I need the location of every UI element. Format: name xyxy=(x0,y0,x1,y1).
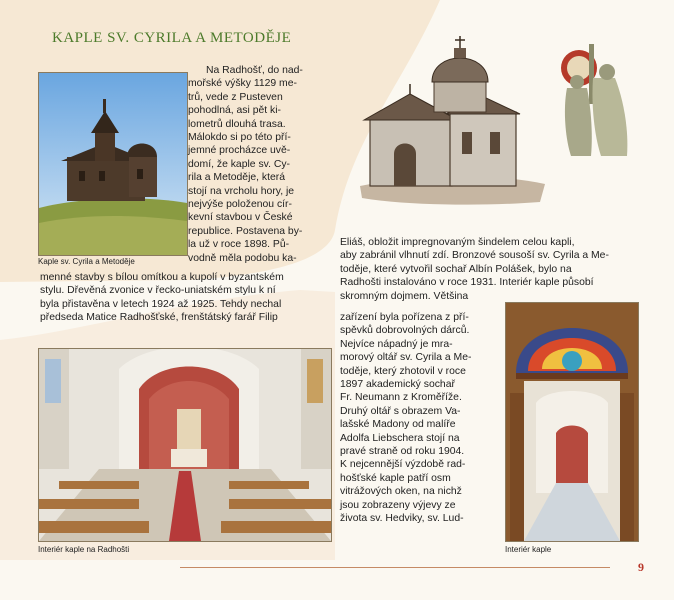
caption-exterior: Kaple sv. Cyrila a Metoděje xyxy=(38,257,135,266)
text-line: předseda Matice Radhošťské, frenštátský farář Filip xyxy=(40,312,278,324)
text-line: Fr. Neumann z Kroměříže. xyxy=(340,392,462,404)
text-line: pravé straně od roku 1904. xyxy=(340,446,465,458)
paragraph-1 xyxy=(188,64,336,265)
text-line: la už v roce 1898. Pů- xyxy=(188,239,290,251)
text-line: menné stavby s bílou omítkou a kupolí v byzantském xyxy=(40,272,284,283)
text-line: 1897 akademický sochař xyxy=(340,379,455,391)
text-line: stojí na vrcholu hory, je xyxy=(188,185,295,197)
text-line: Radhošti instalováno v roce 1931. Interiér kaple působí xyxy=(340,277,594,289)
text-line: Na Radhošť, do nad- xyxy=(206,65,303,76)
text-line: republice. Postavena by- xyxy=(188,225,303,237)
text-line: jemné procházce uvě- xyxy=(188,145,291,157)
text-line: byla přistavěna v letech 1924 až 1925. Tehdy nechal xyxy=(40,298,282,310)
text-line: Málokdo si po této pří- xyxy=(188,132,291,144)
text-line: toděje, které vytvořil sochař Albín Polášek, bylo na xyxy=(340,263,572,275)
caption-interior-right: Interiér kaple xyxy=(505,545,552,554)
text-line: Nejvíce nápadný je mra- xyxy=(340,338,453,350)
text-line: morový oltář sv. Cyrila a Me- xyxy=(340,352,472,364)
text-line: Druhý oltář s obrazem Va- xyxy=(340,405,461,417)
paragraph-4 xyxy=(340,311,500,526)
text-line: Adolfa Liebschera stojí na xyxy=(340,432,460,444)
text-line: toděje, který zhotovil v roce xyxy=(340,365,466,377)
page-number: 9 xyxy=(638,560,644,574)
text-line: vitrážových oken, na nichž xyxy=(340,486,462,498)
text-line: Eliáš, obložit impregnovaným šindelem celou kapli, xyxy=(340,237,575,248)
chapel-drawing xyxy=(350,36,550,216)
text-line: života sv. Hedviky, sv. Lud- xyxy=(340,513,464,525)
text-line: mořské výšky 1129 me- xyxy=(188,78,297,90)
interior-right-photo xyxy=(505,302,639,542)
paragraph-3 xyxy=(340,236,638,303)
text-line: trů, vede z Pusteven xyxy=(188,91,283,103)
statue-photo xyxy=(557,38,633,158)
text-line: lometrů dlouhá trasa. xyxy=(188,118,286,130)
text-line: domí, že kaple sv. Cy- xyxy=(188,158,291,170)
text-line: kevní stavbou v České xyxy=(188,212,293,224)
text-line: rila a Metoděje, která xyxy=(188,172,286,184)
text-line: nejvýše položenou cír- xyxy=(188,199,292,211)
page-title: KAPLE SV. CYRILA A METODĚJE xyxy=(52,30,292,46)
footer-rule xyxy=(180,567,610,568)
text-line: jsou zobrazeny výjevy ze xyxy=(340,499,456,511)
text-line: pohodlná, asi pět ki- xyxy=(188,105,281,117)
text-line: skromným dojmem. Většina xyxy=(340,290,469,302)
text-line: K nejcennější výzdobě rad- xyxy=(340,459,466,471)
exterior-photo xyxy=(38,72,188,256)
text-line: aby zabránil vlhnutí zdí. Bronzové sousoší sv. Cyrila a Me- xyxy=(340,250,609,262)
text-line: vodně měla podobu ka- xyxy=(188,252,297,264)
text-line: stylu. Dřevěná zvonice v řecko-uniatském stylu k ní xyxy=(40,285,276,297)
text-line: spěvků dobrovolných dárců. xyxy=(340,325,470,337)
caption-interior-left: Interiér kaple na Radhošti xyxy=(38,545,130,554)
text-line: hošťské kaple patří osm xyxy=(340,472,451,484)
interior-left-photo xyxy=(38,348,332,542)
text-line: zařízení byla pořízena z pří- xyxy=(340,312,469,323)
text-line: lašské Madony od malíře xyxy=(340,419,456,431)
paragraph-2 xyxy=(40,271,333,325)
